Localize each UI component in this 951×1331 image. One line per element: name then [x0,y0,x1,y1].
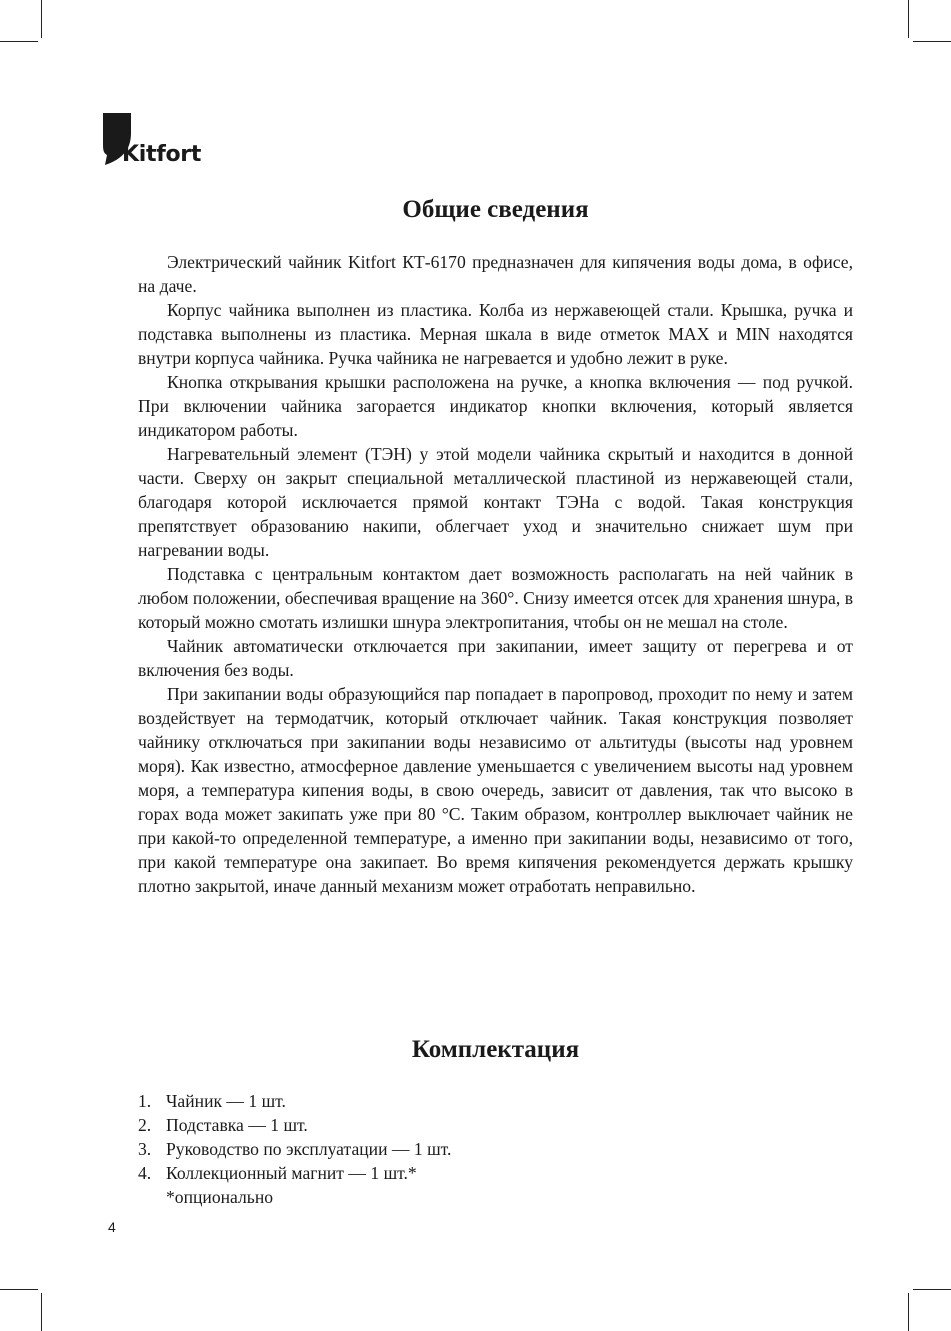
kit-list [138,1089,638,1185]
paragraph: Нагревательный элемент (ТЭН) у этой модели чайника скрытый и находится в донной части. Сверху он закрыт специальной металлической пластиной из нержавеющей стали, благодаря которой исключается прямой контакт ТЭНа с водой. Такая конструкция препятствует образованию накипи, облегчает уход и значительно снижает шум при нагревании воды. [138,444,853,560]
list-item-number: 4. [138,1163,152,1183]
list-item [138,1161,638,1185]
crop-mark-top-right-horizontal [913,41,951,42]
paragraph: Подставка с центральным контактом дает возможность располагать на ней чайник в любом положении, обеспечивая вращение на 360°. Снизу имеется отсек для хранения шнура, в который можно смотать излишки шнура электропитания, чтобы он не мешал на столе. [138,564,853,632]
list-item-text: Руководство по эксплуатации — 1 шт. [166,1139,452,1159]
list-item [138,1089,638,1113]
crop-mark-bottom-right-horizontal [913,1289,951,1290]
list-item [138,1113,638,1137]
paragraph: Корпус чайника выполнен из пластика. Колба из нержавеющей стали. Крышка, ручка и подставка выполнены из пластика. Мерная шкала в виде отметок MAX и MIN находятся внутри корпуса чайника. Ручка чайника не нагревается и удобно лежит в руке. [138,300,853,368]
paragraph: Чайник автоматически отключается при закипании, имеет защиту от перегрева и от включения без воды. [138,636,853,680]
list-item [138,1137,638,1161]
list-item-text: Коллекционный магнит — 1 шт.* [166,1163,417,1183]
paragraph: При закипании воды образующийся пар попадает в паропровод, проходит по нему и затем воздействует на термодатчик, который отключает чайник. Такая конструкция позволяет чайнику отключаться при закипании воды независимо от альтитуды (высоты над уровнем моря). Как известно, атмосферное давление уменьшается с увеличением высоты над уровнем моря, а температура кипения воды, в свою очередь, зависит от давления, так что высоко в горах вода может закипать уже при 80 °С. Таким образом, контроллер выключает чайник не при какой-то определенной температуре, а именно при закипании воды, независимо от того, при какой температуре она закипает. Во время кипячения рекомендуется держать крышку плотно закрытой, иначе данный механизм может отработать неправильно. [138,684,853,896]
list-item-number: 2. [138,1115,152,1135]
list-item-text: Чайник — 1 шт. [166,1091,286,1111]
list-item-number: 1. [138,1091,152,1111]
section-title-kit: Комплектация [411,1036,580,1063]
paragraph: Кнопка открывания крышки расположена на ручке, а кнопка включения — под ручкой. При включении чайника загорается индикатор кнопки включения, который является индикатором работы. [138,372,853,440]
general-info-text [138,250,853,898]
crop-mark-top-left-horizontal [0,41,38,42]
crop-mark-bottom-left-vertical [41,1293,42,1331]
crop-mark-top-right-vertical [908,0,909,38]
crop-mark-bottom-left-horizontal [0,1289,38,1290]
crop-mark-bottom-right-vertical [908,1293,909,1331]
section-title-general: Общие сведения [402,196,589,223]
brand-logo-text: Kitfort [122,142,202,167]
list-item-number: 3. [138,1139,152,1159]
crop-mark-top-left-vertical [41,0,42,38]
paragraph: Электрический чайник Kitfort КТ-6170 предназначен для кипячения воды дома, в офисе, на даче. [138,252,853,296]
list-item-text: Подставка — 1 шт. [166,1115,308,1135]
footnote: *опционально [166,1187,274,1207]
page-number: 4 [108,1219,116,1235]
